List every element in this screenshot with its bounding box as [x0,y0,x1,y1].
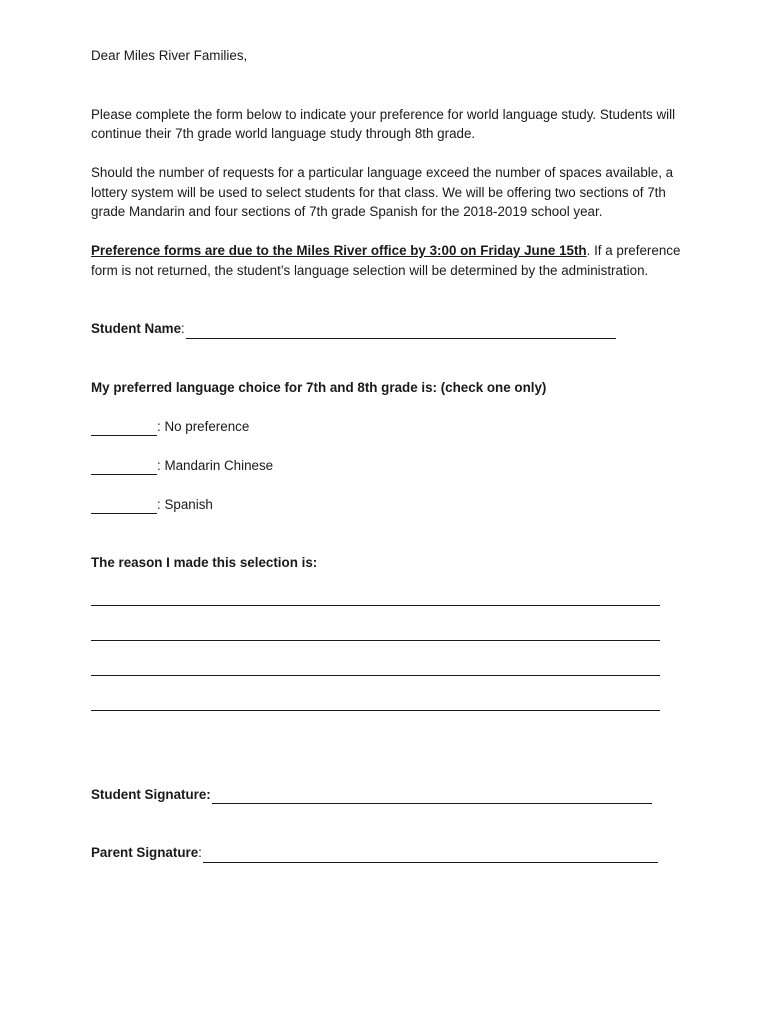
language-question: My preferred language choice for 7th and 8th grade is: (check one only) [91,379,547,395]
letter-page [91,46,691,863]
deadline-highlight: Preference forms are due to the Miles River office by 3:00 on Friday June 15th [91,243,587,258]
option-no-preference [91,417,691,437]
reason-line-4[interactable] [91,695,660,711]
student-signature-input-line[interactable] [212,790,652,804]
student-name-input-line[interactable] [186,325,616,339]
option-spanish-label: : Spanish [157,496,213,512]
intro-paragraph: Please complete the form below to indicate your preference for world language study. Students will continue their 7th grade world language study through 8th grade. [91,106,676,141]
parent-signature-label: Parent Signature [91,845,199,860]
deadline-note: . If a preference form is not returned, the student’s language selection will be determined by the administration. [91,243,681,278]
parent-signature-input-line[interactable] [203,849,658,863]
deadline-paragraph [91,241,691,280]
option-mandarin-blank[interactable] [91,461,157,475]
option-no-preference-label: : No preference [157,418,250,434]
greeting: Dear Miles River Families, [91,48,248,63]
student-signature-label: Student Signature: [91,786,211,802]
reason-line-2[interactable] [91,625,660,641]
student-name-label: Student Name [91,321,182,336]
reason-question: The reason I made this selection is: [91,555,318,570]
parent-signature-colon: : [198,845,202,860]
option-spanish-blank[interactable] [91,500,157,514]
reason-line-1[interactable] [91,590,660,606]
option-no-preference-blank[interactable] [91,422,157,436]
parent-signature-field [91,843,691,863]
option-spanish [91,495,691,515]
option-mandarin-label: : Mandarin Chinese [157,457,274,473]
student-name-colon: : [181,321,185,336]
student-signature-field [91,785,691,805]
student-name-field [91,319,691,339]
lottery-paragraph: Should the number of requests for a particular language exceed the number of spaces available, a lottery system will be used to select students for that class. We will be offering two sections of 7th grade Mandarin and four sections of 7th grade Spanish for the 2018-2019 school year. [91,165,674,219]
reason-line-3[interactable] [91,660,660,676]
option-mandarin [91,456,691,476]
